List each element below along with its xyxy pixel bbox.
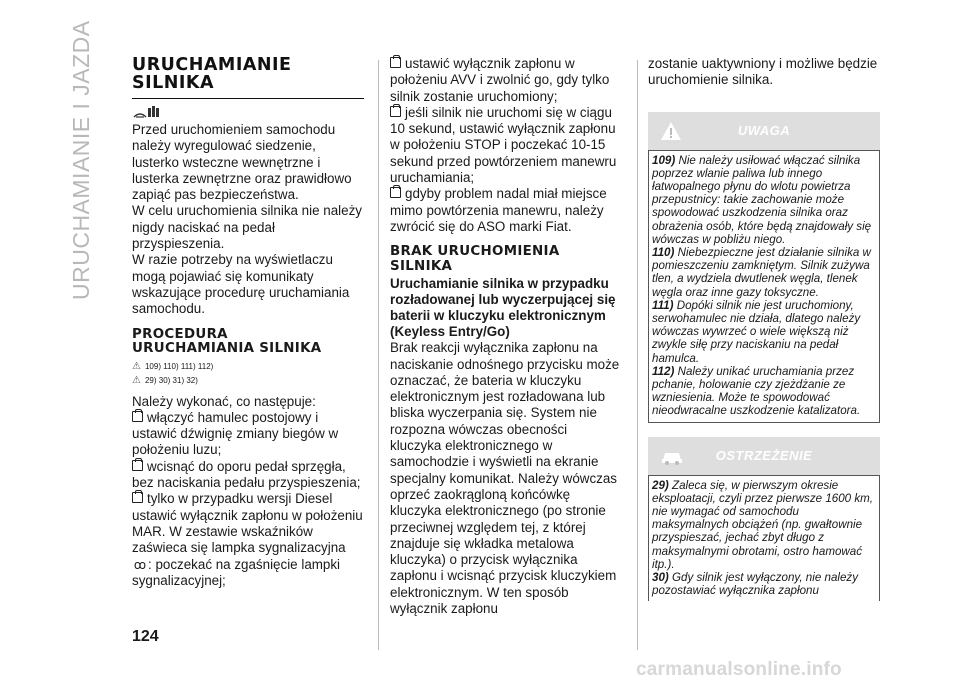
warning-item: 112) Należy unikać uruchamiania przez pchanie, holowanie czy zjeżdżanie ze wzniesienia. Może te spowodować nieodwracalne uszkodzenie katalizatora. xyxy=(652,364,861,418)
warning-item: 111) Dopóki silnik nie jest uruchomiony, serwohamulec nie działa, dlatego należy wówczas wywrzeć o wiele większą niż zwykle siłę przy naciskaniu na pedał hamulca. xyxy=(652,298,861,365)
caution-header: OSTRZEŻENIE xyxy=(648,437,880,475)
warning-triangle-icon: ⚠ xyxy=(132,360,141,372)
paragraph: W celu uruchomienia silnika nie należy nigdy naciskać na pedał przyspieszenia. xyxy=(132,203,362,252)
column-1 xyxy=(132,56,364,589)
list-item: włączyć hamulec postojowy i ustawić dźwignię zmiany biegów w położeniu luzu; xyxy=(132,409,339,458)
bullet-icon xyxy=(132,492,143,503)
column-3 xyxy=(648,56,880,601)
warning-content xyxy=(648,150,880,423)
warning-block xyxy=(648,112,880,423)
bullet-icon xyxy=(132,460,143,471)
warning-refs: ⚠ 109) 110) 111) 112) xyxy=(132,360,214,372)
watermark: carmanualsonline.info xyxy=(636,659,842,680)
paragraph: zostanie uaktywniony i możliwe będzie uruchomienie silnika. xyxy=(648,56,878,88)
heading-rule xyxy=(132,98,364,99)
caution-content xyxy=(648,475,880,602)
list-item: gdyby problem nadal miał miejsce mimo powtórzenia manewru, należy zwrócić się do ASO marki Fiat. xyxy=(390,186,607,234)
subsection-heading: BRAK URUCHOMIENIA SILNIKA xyxy=(390,244,560,274)
list-item: wcisnąć do oporu pedał sprzęgła, bez naciskania pedału przyspieszenia; xyxy=(132,458,361,491)
bullet-icon xyxy=(132,411,143,422)
body-paragraph: Brak reakcji wyłącznika zapłonu na naciskanie odnośnego przycisku może oznaczać, że bateria w kluczyku elektronicznym jest rozładowana lub bliska wyczerpania się. System nie rozpozna wówczas obecności kluczyka elektronicznego w samochodzie i wyświetli na ekranie specjalny komunikat. Należy wówczas oprzeć zaokrągloną końcówkę kluczyka elektronicznego (po stronie przeciwnej względem tej, z której znajduje się wkładka metalowa kluczyka) o przycisk wyłącznika zapłonu i wcisnąć przycisk kluczykiem elektronicznym. W ten sposób wyłącznik zapłonu xyxy=(390,340,620,617)
list-item: jeśli silnik nie uruchomi się w ciągu 10 sekund, ustawić wyłącznik zapłonu w położeniu STOP i poczekać 10-15 sekund przed powtórzeniem manewru uruchamiania; xyxy=(390,104,617,186)
column-2 xyxy=(390,56,622,617)
section-heading: URUCHAMIANIE SILNIKA xyxy=(132,55,292,93)
warning-item: 109) Nie należy usiłować włączać silnika poprzez wlanie paliwa lub innego łatwopalnego płynu do wlotu powietrza przepustnicy: takie zachowanie może spowodować uszkodzenia silnika oraz obrażenia osób, które będą znajdowały się wówczas w pobliżu niego. xyxy=(652,153,872,246)
warning-item: 110) Niebezpieczne jest działanie silnika w pomieszczeniu zamkniętym. Silnik zużywa tlen, a wydziela dwutlenek węgla, tlenek węgla oraz inne gazy toksyczne. xyxy=(652,246,871,299)
caution-refs: ⚠ 29) 30) 31) 32) xyxy=(132,374,198,386)
car-caution-icon xyxy=(660,446,684,466)
list-item: ꝏ : poczekać na zgaśnięcie lampki sygnalizacyjnej; xyxy=(132,556,341,588)
list-item: tylko w przypadku wersji Diesel ustawić wyłącznik zapłonu w położeniu MAR. W zestawie wskaźników zaświeca się lampka sygnalizacyjna xyxy=(132,491,363,556)
bullet-icon xyxy=(390,187,401,198)
paragraph: W razie potrzeby na wyświetlaczu mogą pojawiać się komunikaty wskazujące procedurę uruchamiania samochodu. xyxy=(132,252,350,317)
side-section-title: URUCHAMIANIE I JAZDA xyxy=(68,20,94,300)
car-caution-icon: ⚠ xyxy=(132,374,141,386)
bullet-icon xyxy=(390,57,401,68)
warning-header: UWAGA xyxy=(648,112,880,150)
subsection-heading: PROCEDURA URUCHAMIANIA SILNIKA xyxy=(132,326,322,357)
list-item: ustawić wyłącznik zapłonu w położeniu AVV i zwolnić go, gdy tylko silnik zostanie uruchomiony; xyxy=(390,56,610,104)
subheading: Uruchamianie silnika w przypadku rozładowanej lub wyczerpującej się baterii w kluczyku elektronicznym (Keyless Entry/Go) xyxy=(390,276,616,340)
warning-triangle-icon xyxy=(660,121,682,141)
column-divider xyxy=(378,60,379,650)
diesel-note-icon xyxy=(132,105,364,121)
caution-block xyxy=(648,437,880,602)
intro-paragraph: Przed uruchomieniem samochodu należy wyregulować siedzenie, lusterko wsteczne wewnętrzne i lusterka zewnętrzne oraz prawidłowo zapiąć pas bezpieczeństwa. xyxy=(132,122,352,203)
page-number: 124 xyxy=(132,628,159,645)
glow-plug-icon: ꝏ xyxy=(133,557,147,572)
paragraph: Należy wykonać, co następuje: xyxy=(132,393,316,409)
bullet-icon xyxy=(390,106,401,117)
caution-item: 30) Gdy silnik jest wyłączony, nie należy pozostawiać wyłącznika zapłonu xyxy=(652,571,859,598)
column-divider xyxy=(637,60,638,650)
caution-item: 29) Zaleca się, w pierwszym okresie eksploatacji, czyli przez pierwsze 1600 km, nie wymagać od samochodu maksymalnych obciążeń (np. gwałtownie przyspieszać, jechać zbyt długo z maksymalnymi obrotami, ostro hamować itp.). xyxy=(652,478,874,571)
